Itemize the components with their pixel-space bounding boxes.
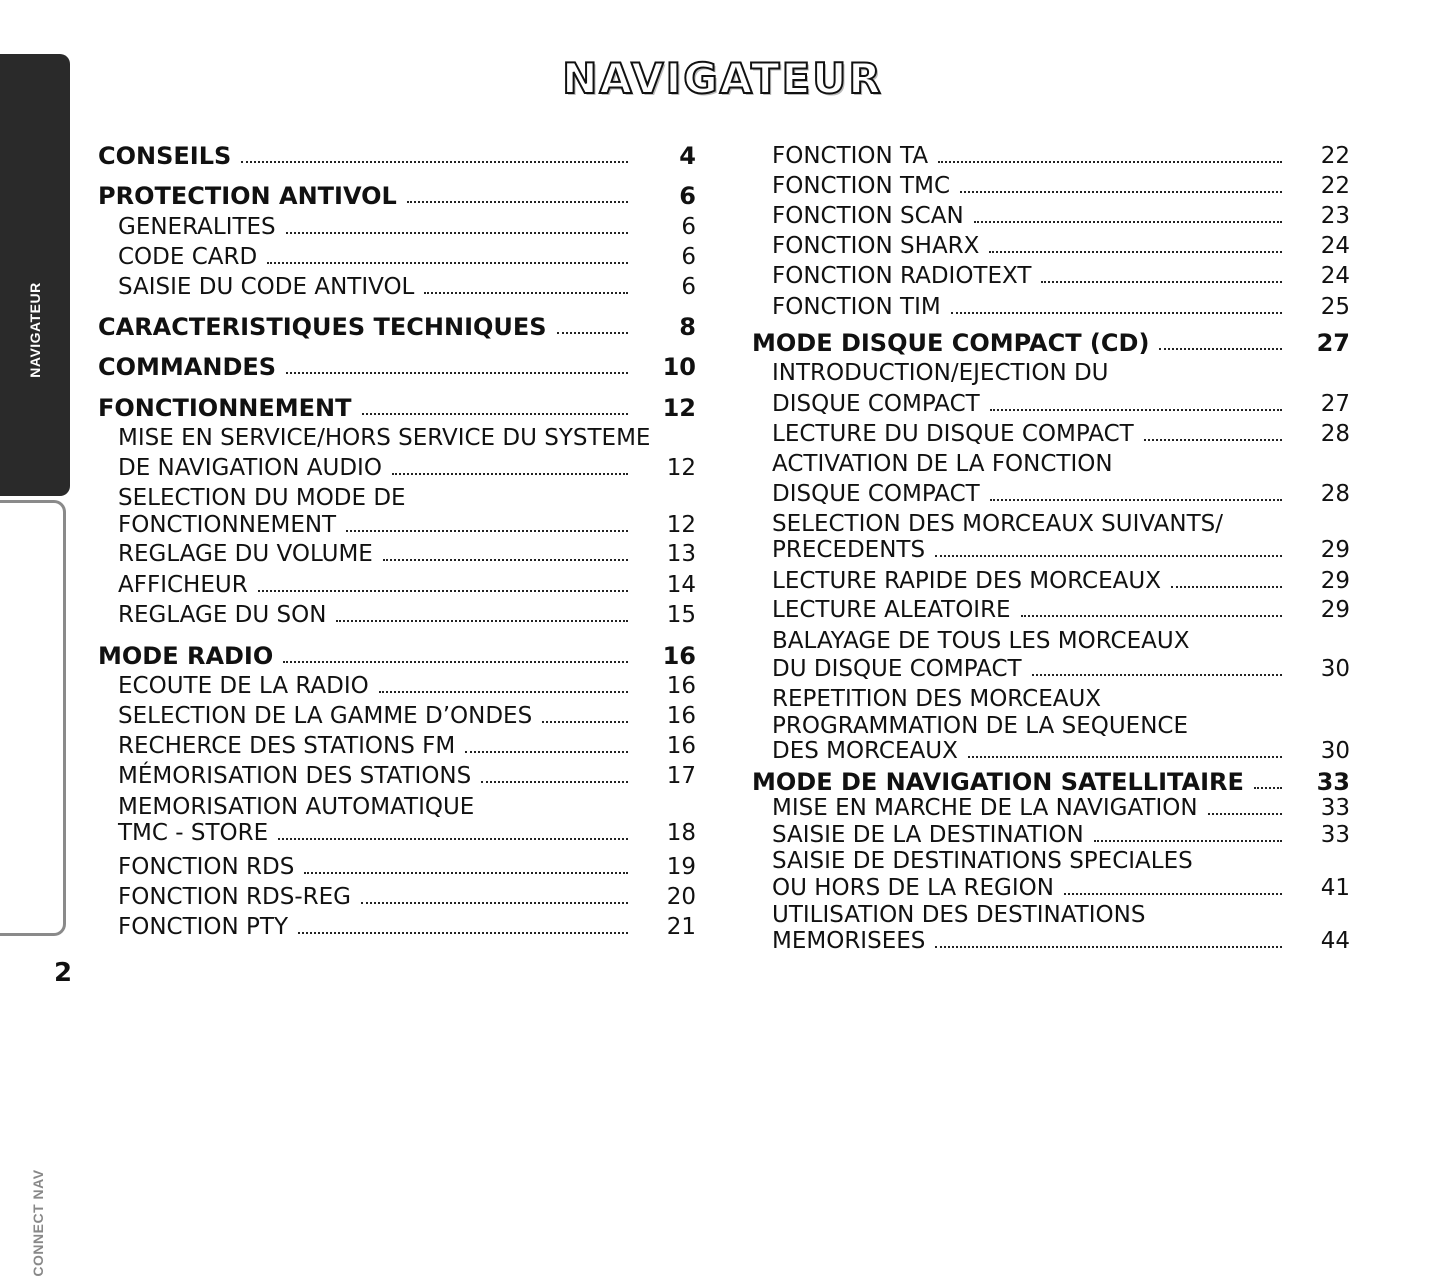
toc-entry[interactable] — [752, 446, 1350, 476]
toc-entry-title: DISQUE COMPACT — [772, 481, 980, 507]
toc-entry-title: SELECTION DES MORCEAUX SUIVANTS/ — [772, 511, 1223, 537]
toc-entry-title: SELECTION DU MODE DE — [118, 485, 406, 511]
toc-entry[interactable] — [752, 870, 1350, 900]
toc-entry-page: 16 — [662, 642, 696, 670]
toc-entry-title: FONCTION RDS-REG — [118, 884, 351, 910]
toc-entry-page: 15 — [666, 602, 696, 628]
toc-entry-page: 27 — [1316, 329, 1350, 357]
toc-entry-title: PROGRAMMATION DE LA SEQUENCE — [772, 713, 1188, 739]
toc-entry-page: 10 — [662, 353, 696, 381]
toc-entry[interactable] — [752, 681, 1350, 711]
toc-entry[interactable] — [98, 349, 696, 379]
toc-entry-title: FONCTION TA — [772, 143, 929, 169]
toc-entry-page: 33 — [1320, 822, 1350, 848]
toc-entry-title: LECTURE DU DISQUE COMPACT — [772, 421, 1134, 447]
toc-entry-page: 18 — [666, 820, 696, 846]
toc-entry-page: 23 — [1320, 203, 1350, 229]
toc-leader-dots — [1144, 439, 1282, 441]
toc-leader-dots — [1159, 348, 1282, 350]
toc-entry-title: COMMANDES — [98, 353, 277, 381]
toc-entry[interactable] — [98, 138, 696, 168]
toc-leader-dots — [968, 756, 1282, 758]
toc-entry-title: MEMORISEES — [772, 928, 926, 954]
toc-entry-page: 19 — [666, 854, 696, 880]
toc-leader-dots — [990, 409, 1282, 411]
toc-leader-dots — [336, 620, 628, 622]
toc-entry[interactable] — [752, 790, 1350, 820]
toc-entry[interactable] — [98, 507, 696, 537]
toc-leader-dots — [362, 413, 629, 415]
toc-leader-dots — [951, 312, 1282, 314]
toc-entry[interactable] — [98, 597, 696, 627]
toc-entry-page: 13 — [666, 541, 696, 567]
toc-entry-title: TMC - STORE — [118, 820, 269, 846]
toc-entry-page: 16 — [666, 703, 696, 729]
toc-entry[interactable] — [98, 815, 696, 845]
toc-leader-dots — [286, 372, 628, 374]
toc-entry-page: 41 — [1320, 875, 1350, 901]
toc-entry-title: FONCTION TIM — [772, 294, 941, 320]
toc-entry[interactable] — [98, 909, 696, 939]
toc-entry[interactable] — [752, 923, 1350, 953]
toc-entry-page: 28 — [1320, 421, 1350, 447]
toc-entry[interactable] — [98, 758, 696, 788]
toc-entry-page: 12 — [666, 455, 696, 481]
toc-entry-title: MÉMORISATION DES STATIONS — [118, 763, 472, 789]
toc-leader-dots — [938, 161, 1282, 163]
toc-entry-page: 12 — [666, 512, 696, 538]
toc-entry-page: 16 — [666, 673, 696, 699]
toc-entry[interactable] — [98, 728, 696, 758]
toc-entry[interactable] — [752, 289, 1350, 319]
toc-entry-page: 29 — [1320, 568, 1350, 594]
side-tab-navigateur[interactable] — [0, 54, 70, 496]
toc-entry-title: PROTECTION ANTIVOL — [98, 182, 397, 210]
toc-entry-page: 33 — [1320, 795, 1350, 821]
toc-entry[interactable] — [752, 325, 1350, 355]
toc-entry-page: 12 — [662, 394, 696, 422]
toc-entry-page: 6 — [681, 274, 696, 300]
toc-entry[interactable] — [98, 879, 696, 909]
toc-leader-dots — [258, 590, 628, 592]
toc-entry[interactable] — [752, 843, 1350, 873]
toc-entry[interactable] — [98, 450, 696, 480]
toc-entry-title: FONCTION SHARX — [772, 233, 980, 259]
toc-entry[interactable] — [752, 623, 1350, 653]
toc-entry-page: 16 — [666, 733, 696, 759]
toc-leader-dots — [346, 530, 628, 532]
toc-entry[interactable] — [752, 198, 1350, 228]
toc-entry[interactable] — [98, 269, 696, 299]
toc-entry-title: MISE EN SERVICE/HORS SERVICE DU SYSTEME — [118, 425, 651, 451]
toc-leader-dots — [481, 781, 628, 783]
toc-entry-page: 30 — [1320, 656, 1350, 682]
toc-leader-dots — [424, 292, 628, 294]
toc-entry[interactable] — [98, 420, 696, 450]
toc-entry[interactable] — [752, 592, 1350, 622]
toc-entry-page: 33 — [1316, 768, 1350, 796]
toc-entry-page: 44 — [1320, 928, 1350, 954]
side-tab-connect-nav-label: CONNECT NAV — [30, 1169, 46, 1277]
toc-entry-title: FONCTIONNEMENT — [98, 394, 352, 422]
toc-entry[interactable] — [752, 258, 1350, 288]
toc-leader-dots — [407, 201, 628, 203]
toc-entry[interactable] — [752, 228, 1350, 258]
toc-leader-dots — [542, 721, 628, 723]
toc-entry-page: 22 — [1320, 143, 1350, 169]
toc-entry-page: 24 — [1320, 233, 1350, 259]
toc-entry[interactable] — [98, 638, 696, 668]
side-tab-connect-nav[interactable] — [0, 500, 66, 1277]
toc-leader-dots — [298, 932, 628, 934]
toc-leader-dots — [383, 559, 628, 561]
toc-entry[interactable] — [752, 138, 1350, 168]
toc-entry-title: MODE RADIO — [98, 642, 274, 670]
toc-leader-dots — [465, 751, 628, 753]
toc-entry[interactable] — [752, 386, 1350, 416]
toc-entry-page: 21 — [666, 914, 696, 940]
toc-entry-title: INTRODUCTION/EJECTION DU — [772, 360, 1109, 386]
toc-entry-page: 8 — [679, 313, 696, 341]
toc-entry-page: 29 — [1320, 597, 1350, 623]
toc-entry-title: MISE EN MARCHE DE LA NAVIGATION — [772, 795, 1198, 821]
toc-entry-title: ECOUTE DE LA RADIO — [118, 673, 369, 699]
toc-entry-title: DES MORCEAUX — [772, 738, 958, 764]
toc-entry[interactable] — [752, 168, 1350, 198]
toc-entry-page: 25 — [1320, 294, 1350, 320]
toc-entry-title: OU HORS DE LA REGION — [772, 875, 1054, 901]
toc-leader-dots — [935, 946, 1282, 948]
toc-entry-title: MODE DE NAVIGATION SATELLITAIRE — [752, 768, 1244, 796]
toc-entry[interactable] — [752, 733, 1350, 763]
toc-entry[interactable] — [752, 416, 1350, 446]
page-number: 2 — [54, 958, 73, 988]
toc-entry-title: LECTURE ALEATOIRE — [772, 597, 1011, 623]
toc-entry-page: 6 — [679, 182, 696, 210]
toc-leader-dots — [304, 872, 628, 874]
toc-entry-title: REGLAGE DU SON — [118, 602, 327, 628]
toc-entry-page: 29 — [1320, 537, 1350, 563]
toc-entry[interactable] — [98, 309, 696, 339]
toc-entry-page: 24 — [1320, 263, 1350, 289]
toc-entry-title: LECTURE RAPIDE DES MORCEAUX — [772, 568, 1161, 594]
toc-leader-dots — [241, 161, 628, 163]
toc-leader-dots — [989, 251, 1282, 253]
toc-leader-dots — [935, 555, 1282, 557]
toc-leader-dots — [1032, 674, 1282, 676]
toc-entry[interactable] — [752, 651, 1350, 681]
toc-entry[interactable] — [98, 178, 696, 208]
toc-entry-title: UTILISATION DES DESTINATIONS — [772, 902, 1146, 928]
toc-entry[interactable] — [752, 563, 1350, 593]
side-tab-navigateur-label: NAVIGATEUR — [27, 282, 43, 378]
toc-entry[interactable] — [98, 567, 696, 597]
toc-entry-page: 30 — [1320, 738, 1350, 764]
toc-entry-title: CODE CARD — [118, 244, 258, 270]
toc-leader-dots — [278, 838, 628, 840]
toc-leader-dots — [379, 691, 628, 693]
toc-leader-dots — [1041, 281, 1282, 283]
toc-entry[interactable] — [752, 476, 1350, 506]
toc-entry-title: GENERALITES — [118, 214, 276, 240]
toc-entry-title: DE NAVIGATION AUDIO — [118, 455, 382, 481]
toc-entry-title: SAISIE DE DESTINATIONS SPECIALES — [772, 848, 1193, 874]
toc-entry-title: SELECTION DE LA GAMME D’ONDES — [118, 703, 533, 729]
toc-entry-title: MODE DISQUE COMPACT (CD) — [752, 329, 1150, 357]
toc-entry[interactable] — [98, 239, 696, 269]
toc-entry[interactable] — [752, 355, 1350, 385]
toc-entry-page: 20 — [666, 884, 696, 910]
toc-leader-dots — [392, 473, 628, 475]
toc-entry-title: REGLAGE DU VOLUME — [118, 541, 373, 567]
toc-leader-dots — [1208, 813, 1282, 815]
toc-entry-title: RECHERCE DES STATIONS FM — [118, 733, 456, 759]
toc-entry-title: ACTIVATION DE LA FONCTION — [772, 451, 1113, 477]
toc-entry-title: AFFICHEUR — [118, 572, 248, 598]
toc-entry-title: DISQUE COMPACT — [772, 391, 980, 417]
toc-entry-page: 6 — [681, 244, 696, 270]
toc-entry[interactable] — [752, 532, 1350, 562]
toc-leader-dots — [974, 221, 1282, 223]
page-title: NAVIGATEUR — [562, 54, 883, 103]
toc-entry-page: 22 — [1320, 173, 1350, 199]
toc-entry[interactable] — [98, 698, 696, 728]
toc-entry-title: FONCTION TMC — [772, 173, 951, 199]
toc-leader-dots — [1094, 840, 1282, 842]
toc-entry-title: CONSEILS — [98, 142, 232, 170]
toc-entry-title: PRECEDENTS — [772, 537, 926, 563]
toc-entry[interactable] — [98, 480, 696, 510]
toc-entry[interactable] — [98, 536, 696, 566]
toc-entry-title: FONCTIONNEMENT — [118, 512, 337, 538]
toc-leader-dots — [960, 191, 1282, 193]
toc-leader-dots — [267, 262, 628, 264]
toc-entry-title: MEMORISATION AUTOMATIQUE — [118, 794, 475, 820]
toc-leader-dots — [1064, 893, 1282, 895]
toc-entry-title: FONCTION RDS — [118, 854, 295, 880]
toc-leader-dots — [990, 499, 1282, 501]
toc-entry-title: SAISIE DU CODE ANTIVOL — [118, 274, 415, 300]
toc-entry-title: CARACTERISTIQUES TECHNIQUES — [98, 313, 547, 341]
toc-leader-dots — [1021, 615, 1282, 617]
toc-entry[interactable] — [98, 209, 696, 239]
toc-entry-title: FONCTION PTY — [118, 914, 289, 940]
toc-entry-title: BALAYAGE DE TOUS LES MORCEAUX — [772, 628, 1190, 654]
toc-entry-title: DU DISQUE COMPACT — [772, 656, 1022, 682]
toc-entry[interactable] — [98, 849, 696, 879]
toc-entry[interactable] — [98, 390, 696, 420]
toc-entry-page: 17 — [666, 763, 696, 789]
toc-entry-title: FONCTION SCAN — [772, 203, 964, 229]
toc-entry-page: 4 — [679, 142, 696, 170]
toc-leader-dots — [1254, 787, 1282, 789]
toc-entry-page: 27 — [1320, 391, 1350, 417]
toc-entry-page: 6 — [681, 214, 696, 240]
toc-entry-title: SAISIE DE LA DESTINATION — [772, 822, 1084, 848]
toc-entry[interactable] — [98, 668, 696, 698]
toc-leader-dots — [283, 661, 628, 663]
toc-entry-page: 28 — [1320, 481, 1350, 507]
toc-leader-dots — [361, 902, 628, 904]
toc-entry-title: REPETITION DES MORCEAUX — [772, 686, 1102, 712]
toc-leader-dots — [1171, 586, 1282, 588]
toc-entry-page: 14 — [666, 572, 696, 598]
toc-leader-dots — [557, 332, 628, 334]
toc-leader-dots — [286, 232, 628, 234]
toc-entry-title: FONCTION RADIOTEXT — [772, 263, 1032, 289]
